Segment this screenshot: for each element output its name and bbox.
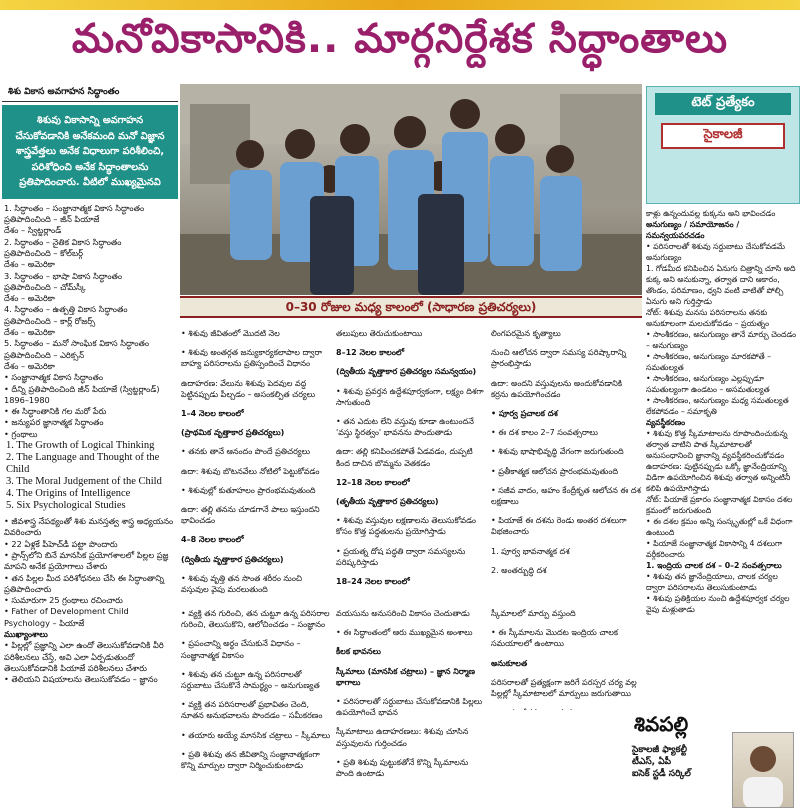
middle-column-2	[336, 320, 486, 594]
list-item: దేశం – స్విట్జర్లాండ్	[4, 225, 62, 236]
book-list	[2, 440, 178, 512]
paragraph: వయసును అనుసరించి వికాసం చెందుతాడు	[336, 609, 470, 618]
paragraph: • ఈ దశల క్రమం అన్ని సంస్కృతుల్లో ఒకే విధంగా ఉంటుంది	[646, 517, 793, 537]
list-item: దేశం – అమెరికా	[4, 259, 55, 270]
paragraph: • ఈ దశ కాలం 2–7 సంవత్సరాలు	[491, 428, 598, 438]
subheading: అనుకూలత	[491, 658, 528, 668]
subheading: • పూర్వ ప్రచాలక దశ	[491, 409, 558, 419]
paragraph: 2. అంతర్బుద్ధి దశ	[491, 565, 547, 575]
subheading: స్కీమాలు (మానసిక చట్రాలు) – జ్ఞాన నిర్మాణ భాగాలు	[336, 666, 476, 687]
paragraph: పరిసరాలతో ప్రత్యక్షంగా జరిగే పరస్పర చర్య వల్ల పిల్లల్లో స్కీమాటాలలో మార్పులు జరుగుతాయి	[491, 677, 637, 699]
list-item: • 22 ఏళ్లకే పీహెచ్‌డీ పట్టా పొందారు	[4, 538, 118, 549]
list-item: ముఖ్యాంశాలు	[4, 629, 48, 639]
list-item: • ప్రాన్స్‌లోని బినే మానసిక ప్రయోగశాలలో పిల్లల ప్రజ్ఞ మాపని అనేక ప్రయోగాలు చేశారు	[4, 549, 169, 572]
list-item: • ఈ సిద్ధాంతానికి గల మరో పేరు	[4, 406, 107, 417]
list-item: దేశం – అమెరికా	[4, 293, 55, 304]
paragraph: • శిశువు వృత్తి తన సొంత శరీరం నుంచి వస్తువుల వైపు మరలుతుంది	[181, 573, 302, 594]
author-org: టీఎస్, ఏపీ	[632, 757, 672, 767]
paragraph: • పరిసరాలతో శిశువు సర్దుబాటు చేసుకోవడమే అనుగుణ్యం	[646, 242, 786, 262]
subheading: కీలక భావనలు	[336, 647, 381, 657]
list-item: • దీన్ని ప్రతిపాదించింది జీన్ పియాజే (స్విట్జర్లాండ్) 1896–1980	[4, 383, 160, 405]
paragraph: • ఈ స్కీమాలను మొదట ఇంద్రియ చాలక సమయాలలో ఉంటాయి	[491, 628, 619, 649]
subheading: (తృతీయ వృత్తాకార ప్రతిచర్యలు)	[336, 497, 439, 507]
section-banner: 0–30 రోజుల మధ్య కాలంలో (సాధారణ ప్రతిచర్యలు)	[180, 296, 642, 318]
list-item: 2. సిద్ధాంతం – నైతిక వికాస సిద్ధాంతం	[4, 236, 122, 247]
book-item: 4. The Origins of Intelligence	[6, 488, 131, 500]
list-item: 1. సిద్ధాంతం – సంజ్ఞానాత్మక వికాస సిద్ధాంతం	[4, 202, 145, 213]
author-details	[632, 744, 732, 780]
author-role: సైకాలజీ ఫ్యాకల్టీ	[632, 745, 687, 755]
paragraph: నోట్: పియాజే ప్రకారం సంజ్ఞానాత్మక వికాసం దశల క్రమంలో జరుగుతుంది	[646, 495, 793, 515]
paragraph: • శిశువు జీవితంలో మొదటి నెల	[181, 329, 280, 338]
paragraph: • ప్రయత్న దోష పద్ధతి ద్వారా సమస్యలను పరిష్కరిస్తాడు	[336, 546, 466, 567]
paragraph: • తనకు తానే ఆనందం పొందే ప్రతిచర్యలు	[181, 447, 310, 457]
list-item: • సంజ్ఞానాత్మక వికాస సిద్ధాంతం	[4, 372, 103, 383]
book-item: 2. The Language and Thought of the Child	[6, 452, 160, 476]
paragraph: • ప్రతీకాత్మక ఆలోచన ప్రారంభమవుతుంది	[491, 466, 619, 476]
author-photo	[732, 732, 794, 808]
subheading: 8–12 నెలల కాలంలో	[336, 348, 405, 358]
subheading: 1–4 నెలల కాలంలో	[181, 409, 244, 419]
theory-list	[2, 199, 178, 440]
paragraph: • శిశువు వస్తువుల లక్షణాలను తెలుసుకోవడం కోసం కొత్త పద్ధతులను ప్రయోగిస్తాడు	[336, 516, 476, 537]
paragraph: ఉదాహరణ: వేలును శిశువు పెదవుల వద్ద పెట్టినప్పుడు పీల్చడం – అసంకల్పిత చర్యలు	[181, 378, 316, 399]
subheading: 4–8 నెలల కాలంలో	[181, 535, 244, 545]
paragraph: నుంచి ఆలోచన ద్వారా సమస్య పరిష్కారాన్ని ప్రారంభిస్తాడు	[491, 348, 627, 369]
paragraph: • సాంశీకరణం, అనుగుణ్యం మధ్య సమతుల్యత లేకపోవడం – సమాకృతి	[646, 396, 789, 416]
list-item: • పిల్లల్లో ప్రజ్ఞాన్ని ఎలా ఉందో తెలుసుకోవడానికి వీరి పరిశీలనలు చేస్తే, అవి ఎలా ఏర్పడుతుందో తెలుసుకోవడానికి పియాజే పరిశీలనలు చేశారు	[4, 640, 164, 673]
paragraph: • తయారు అయ్యే మానసిక చట్రాలు – స్కీమాలు	[181, 730, 331, 740]
paragraph: నోట్: శిశువు మనసు పరిసరాలను తనకు అనుకూలంగా మలచుకోవడం – ప్రయత్నం	[646, 308, 770, 328]
book-item: 1. The Growth of Logical Thinking	[6, 440, 155, 452]
paragraph: ఉదా: శిశువు బొటనవేలు నోటిలో పెట్టుకోవడం	[181, 466, 320, 476]
list-item: ప్రతిపాదించింది – జీన్ పియాజే	[4, 214, 100, 225]
paragraph: తలుపులు తెరుచుకుంటాయి	[336, 329, 423, 338]
psychology-label: సైకాలజీ	[661, 123, 785, 149]
left-column	[2, 86, 178, 811]
book-item: 5. Six Psychological Studies	[6, 500, 126, 512]
children-photo	[180, 84, 642, 295]
paragraph: • ప్రతి శిశువు తన జీవితాన్ని సంజ్ఞానాత్మకంగా కొన్ని మార్పుల ద్వారా నిర్మించుకుంటాడు	[181, 749, 320, 771]
list-item: • తన పిల్లల మీద పరిశోధనలు చేసి ఈ సిద్ధాంతాన్ని ప్రతిపాదించారు	[4, 572, 165, 594]
paragraph: • సాంశీకరణం, అనుగుణ్యం మారకపోతే – సమతుల్యత	[646, 352, 772, 372]
subheading: వ్యవస్థీకరణం	[646, 418, 686, 427]
paragraph: • ఈ సిద్ధాంతంలో ఆరు ముఖ్యమైన అంశాలు	[336, 628, 473, 638]
subheading: అనుగుణ్యం / సమాయోజనం / సమన్వయపరచడం	[646, 220, 740, 240]
paragraph: ఉదా: అందని వస్తువులను అందుకోవడానికి కర్రను ఉపయోగించడం	[491, 378, 623, 399]
paragraph: ఉదా: తల్లి కనిపించకపోతే ఏడవడం, దుప్పటి కింద దాచిన బొమ్మను వెతకడం	[336, 447, 473, 468]
paragraph: • వ్యక్తి తన గురించి, తన చుట్టూ ఉన్న పరిసరాల గురించి, తెలుసుకొని, ఆలోచించడం – సంజ్ఞానం	[181, 609, 330, 630]
paragraph: 1. గోడమీద కనిపించిన ఏనుగు చిత్రాన్ని చూసి అది కుక్క అని అనుకున్నా, తర్వాత దాని ఆకారం, తొండం, పరిమాణం, ధ్వని వంటి వాటితో పోల్చి ఏనుగు అని గుర్తిస్తాడు	[646, 264, 796, 306]
list-item: • సుమారుగా 25 గ్రంథాలు రచించారు	[4, 595, 123, 606]
list-item: • జీవశాస్త్ర నేపథ్యంతో శిశు మనస్తత్వ శాస్త్ర అధ్యయనం వివరించారు	[4, 516, 174, 538]
paragraph: స్కీమాలలో మార్పు వస్తుంది	[491, 609, 576, 618]
author-name: శివపల్లి	[634, 712, 689, 736]
notes-list	[2, 512, 178, 685]
paragraph: కాళ్లు ఉన్నందువల్ల కుక్కను అని భావించడం	[646, 209, 776, 218]
page-headline: మనోవికాసానికి.. మార్గనిర్దేశక సిద్ధాంతాలు	[71, 16, 729, 62]
paragraph: • ప్రపంచాన్ని అర్థం చేసుకునే విధానం – సంజ్ఞానాత్మక వికాసం	[181, 639, 301, 660]
middle-column-5	[336, 600, 486, 810]
list-item: 3. సిద్ధాంతం – భాషా వికాస సిద్ధాంతం	[4, 270, 122, 281]
subheading: (ప్రాథమిక వృత్తాకార ప్రతిచర్యలు)	[181, 428, 285, 438]
tet-label: టెట్ ప్రత్యేకం	[655, 93, 791, 115]
subheading: 1. ఇంద్రియ చాలక దశ – 0–2 సంవత్సరాలు	[646, 561, 782, 570]
author-byline	[630, 712, 800, 810]
subheading: (ద్వితీయ వృత్తాకార ప్రతిచర్యలు)	[181, 554, 284, 564]
paragraph	[491, 707, 641, 710]
paragraph: • వ్యక్తి తన పరిసరాలతో ప్రభావితం చెంది, నూతన అనుభవాలను పొందడం – సమీకరణం	[181, 700, 323, 721]
tet-special-panel	[646, 86, 800, 204]
list-item: • జన్యుపర జ్ఞానాత్మక సిద్ధాంతం	[4, 417, 104, 428]
subheading: 18–24 నెలల కాలంలో	[336, 577, 410, 587]
list-item: దేశం – అమెరికా	[4, 327, 55, 338]
children-illustration	[180, 84, 642, 295]
paragraph: • సజీవ వాదం, అహం కేంద్రీకృత ఆలోచన ఈ దశ లక్షణాలు	[491, 485, 641, 507]
paragraph: ఉదా: తల్లి తనను చూడగానే పాలు ఇస్తుందని భావించడం	[181, 505, 320, 526]
author-avatar-icon	[733, 733, 793, 807]
book-item: 3. The Moral Judgement of the Child	[6, 476, 162, 488]
subheading: (ద్వితీయ వృత్తాకార ప్రతిచర్యల సమన్వయం)	[336, 367, 477, 377]
paragraph: • శిశువు భాషాభివృద్ధి వేగంగా జరుగుతుంది	[491, 447, 624, 457]
paragraph: ఉదాహరణ: పుట్టినప్పుడు ఒక్కో జ్ఞానేంద్రియాన్ని విడిగా ఉపయోగించిన శిశువు తర్వాత అన్నింటినీ కలిపి ఉపయోగిస్తాడు	[646, 462, 791, 493]
top-color-strip	[0, 0, 800, 10]
paragraph: • పరిసరాలతో సర్దుబాటు చేసుకోవడానికి పిల్లలు ఉపయోగించే భావన	[336, 697, 483, 718]
list-item: ప్రతిపాదించింది – ఎరిక్సన్	[4, 349, 85, 360]
middle-column-6	[491, 600, 641, 710]
list-item: • తెలియని విషయాలను తెలుసుకోవడం – జ్ఞానం	[4, 674, 158, 685]
paragraph: • పియాజే ఈ దశను రెండు అంతర దశలుగా విభజించారు	[491, 516, 627, 537]
middle-column-4	[181, 600, 331, 810]
paragraph: • సాంశీకరణం, అనుగుణ్యం ఎల్లప్పుడూ సమతుల్యంగా ఉండటం – అసమతుల్యత	[646, 374, 770, 394]
paragraph: • పియాజే సంజ్ఞానాత్మక వికాసాన్ని 4 దశలుగా వర్గీకరించారు	[646, 539, 783, 559]
paragraph: • తన ఎదుట లేని వస్తువు కూడా ఉంటుందనే 'వస్తు స్థిరత్వం' భావనను పొందుతాడు	[336, 417, 474, 438]
paragraph: • శిశువు కొత్త స్కీమాటాలను రూపొందించుకున్న తర్వాత వాటిని పాత స్కీమాటాలతో అనుసంధానించి జ్ఞానాన్ని వ్యవస్థీకరించుకోవడం	[646, 429, 788, 460]
list-item: ప్రతిపాదించింది – చోమ్‌స్కీ	[4, 281, 86, 292]
paragraph: • శిశువు తన జ్ఞానేంద్రియాలు, చాలక చర్యల ద్వారా పరిసరాలను తెలుసుకుంటాడు	[646, 572, 778, 592]
list-item: ప్రతిపాదించింది – కార్ల్ రోజర్స్	[4, 315, 96, 326]
paragraph: • శిశువుల్లో కుతూహలం ప్రారంభమవుతుంది	[181, 485, 316, 495]
paragraph: • శిశువు ప్రవర్తన ఉద్దేశపూర్వకంగా, లక్ష్యం దిశగా సాగుతుంది	[336, 386, 484, 407]
list-item: దేశం – అమెరికా	[4, 360, 55, 371]
list-item: • Father of Development Child Psychology – పియాజే	[4, 606, 129, 628]
section-title: శిశు వికాస అవగాహన సిద్ధాంతం	[2, 86, 178, 102]
list-item: 4. సిద్ధాంతం – ఉత్పత్తి వికాస సిద్ధాంతం	[4, 304, 128, 315]
paragraph: • శిశువు అంతర్గత జన్యుకార్యకలాపాల ద్వారా బాహ్య పరిసరాలను ప్రతిస్పందించే విధానం	[181, 348, 322, 369]
middle-column-3	[491, 320, 641, 594]
list-item: 5. సిద్ధాంతం – మనో సాంఘిక వికాస సిద్ధాంతం	[4, 338, 150, 349]
paragraph: • సాంశీకరణం, అనుగుణ్యం తానే మార్చు చెందడం – అనుగుణ్యం	[646, 330, 797, 350]
author-city: ఐసెక్ స్టడీ సర్కిల్	[632, 769, 691, 779]
paragraph: స్కీమాటాలు ఉదాహరణలు: శిశువు చూసిన వస్తువులను గుర్తించడం	[336, 727, 469, 748]
intro-box: శిశువు వికాసాన్ని అవగాహన చేసుకోవడానికి అనేకమంది మనో విజ్ఞాన శాస్త్రవేత్తలు అనేక విధాలుగా పరిశీలించి, పరిశోధించి అనేక సిద్ధాంతాలను ప్రతిపాదించారు. వీటిలో ముఖ్యమైనవి	[2, 105, 178, 199]
paragraph: • శిశువు ప్రతిక్రియల నుంచి ఉద్దేశపూర్వక చర్యల వైపు మళ్లుతాడు	[646, 594, 790, 614]
paragraph: • శిశువు తన చుట్టూ ఉన్న పరిసరాలతో సర్దుబాటు చేసుకొనే సామర్థ్యం – అనుగుణ్యత	[181, 669, 320, 691]
list-item: ప్రతిపాదించింది – కోల్‌బర్గ్	[4, 247, 83, 258]
subheading: 12–18 నెలల కాలంలో	[336, 477, 410, 487]
list-item: • గ్రంథాలు	[4, 428, 38, 439]
paragraph: 1. పూర్వ భావనాత్మక దశ	[491, 546, 570, 556]
paragraph: • ప్రతి శిశువు పుట్టుకతోనే కొన్ని స్కీమాలను పొంది ఉంటాడు	[336, 757, 469, 779]
paragraph: లింగపరమైన కృత్యాలు	[491, 329, 561, 338]
middle-column-1	[181, 320, 331, 594]
